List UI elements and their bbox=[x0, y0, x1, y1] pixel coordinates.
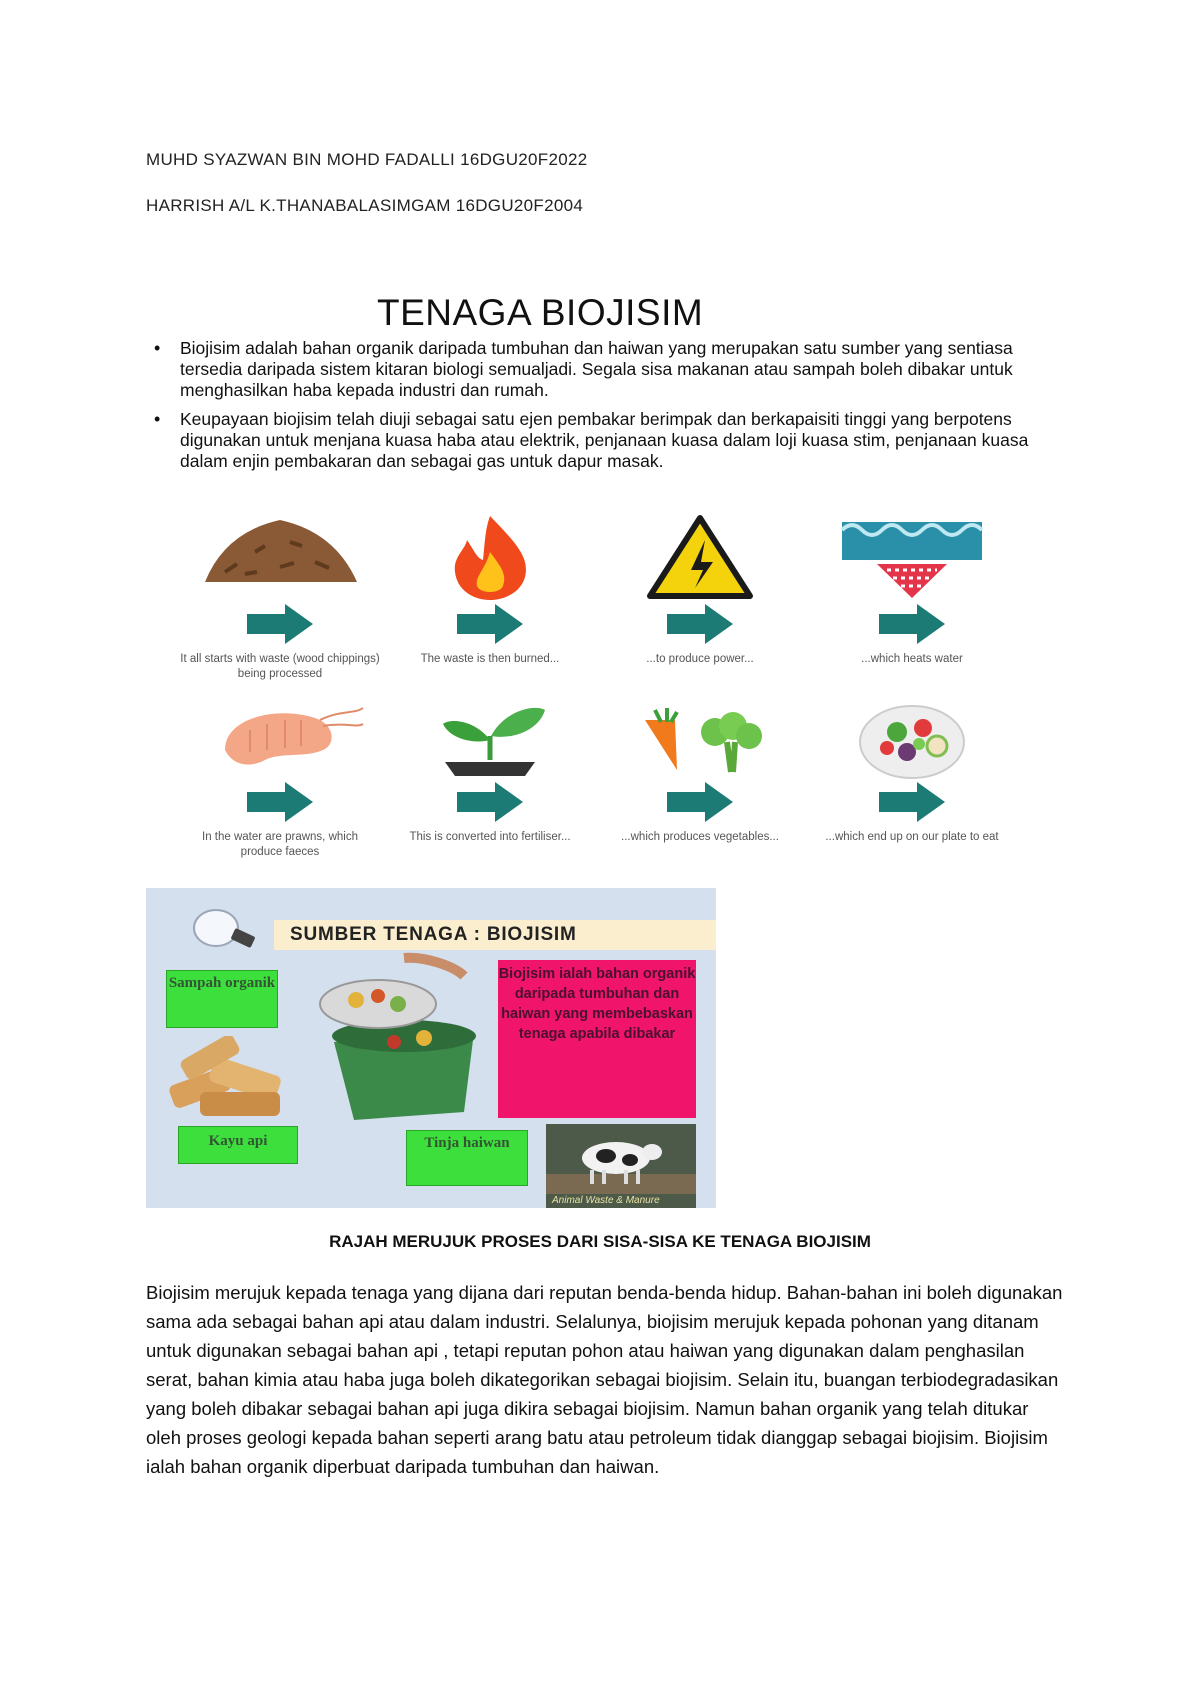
slide-bullet-2: • Keupayaan biojisim telah diuji sebagai satu ejen pembakar berimpak dan berkapaisiti tinggi yang berpotens digunakan untuk menjana kuasa haba atau elektrik, penjanaan kuasa dalam loji kuasa stim, penjanaan kuasa dalam enjin pembakaran dan sebagai gas untuk dapur masak. bbox=[150, 409, 1050, 472]
salad-plate-icon bbox=[827, 700, 997, 780]
tag-tinja-haiwan: Tinja haiwan bbox=[406, 1130, 528, 1186]
poster-title: SUMBER TENAGA : BIOJISIM bbox=[274, 920, 716, 950]
slide-bullet-list bbox=[150, 338, 1050, 480]
process-step-vegetables bbox=[600, 700, 800, 845]
cow-icon bbox=[546, 1124, 696, 1194]
fire-icon bbox=[405, 512, 575, 602]
tag-kayu-api: Kayu api bbox=[178, 1126, 298, 1164]
sprout-icon bbox=[405, 700, 575, 780]
process-caption: It all starts with waste (wood chippings) being processed bbox=[180, 653, 380, 680]
process-step-plate bbox=[812, 700, 1012, 845]
process-caption: ...to produce power... bbox=[646, 653, 754, 665]
definition-box: Biojisim ialah bahan organik daripada tumbuhan dan haiwan yang membebaskan tenaga apabila dibakar bbox=[498, 960, 696, 1118]
arrow-right-icon bbox=[455, 602, 525, 646]
process-step-wood bbox=[180, 512, 380, 682]
arrow-right-icon bbox=[455, 780, 525, 824]
process-step-burn bbox=[390, 512, 590, 667]
light-bulb-icon bbox=[186, 902, 266, 962]
process-step-water bbox=[812, 512, 1012, 667]
photo-caption: Animal Waste & Manure bbox=[552, 1195, 660, 1206]
high-voltage-icon bbox=[615, 512, 785, 602]
firewood-icon bbox=[160, 1036, 310, 1126]
tag-sampah-organik: Sampah organik bbox=[166, 970, 278, 1028]
arrow-right-icon bbox=[665, 780, 735, 824]
process-caption: The waste is then burned... bbox=[420, 653, 560, 665]
author-line-1: MUHD SYAZWAN BIN MOHD FADALLI 16DGU20F2022 bbox=[146, 150, 588, 169]
prawn-icon bbox=[195, 700, 365, 780]
vegetables-icon bbox=[615, 700, 785, 780]
process-caption: ...which heats water bbox=[861, 653, 963, 665]
process-caption: ...which end up on our plate to eat bbox=[825, 831, 999, 843]
author-line-2: HARRISH A/L K.THANABALASIMGAM 16DGU20F2004 bbox=[146, 196, 584, 215]
arrow-right-icon bbox=[877, 780, 947, 824]
heated-water-icon bbox=[827, 512, 997, 602]
process-caption: In the water are prawns, which produce faeces bbox=[202, 831, 358, 858]
arrow-right-icon bbox=[245, 602, 315, 646]
body-paragraph: Biojisim merujuk kepada tenaga yang dijana dari reputan benda-benda hidup. Bahan-bahan ini boleh digunakan sama ada sebagai bahan api atau dalam industri. Selalunya, biojisim merujuk kepada pohonan yang ditanam untuk digunakan sebagai bahan api , tetapi reputan pohon atau haiwan yang digunakan dalam penghasilan serat, bahan kimia atau haba juga boleh dikategorikan sebagai biojisim. Selain itu, buangan terbiodegradasikan yang boleh dibakar sebagai bahan api juga dikira sebagai biojisim. Namun bahan organik yang telah ditukar oleh proses geologi kepada bahan seperti arang batu atau petroleum tidak dianggap sebagai biojisim. Biojisim ialah bahan organik diperbuat daripada tumbuhan dan haiwan. bbox=[146, 1282, 1063, 1477]
arrow-right-icon bbox=[245, 780, 315, 824]
process-caption: ...which produces vegetables... bbox=[621, 831, 779, 843]
process-step-power bbox=[600, 512, 800, 667]
cow-photo bbox=[546, 1124, 696, 1208]
wood-chips-icon bbox=[195, 512, 365, 602]
slide-title: TENAGA BIOJISIM bbox=[377, 292, 704, 333]
slide-bullet-1: • Biojisim adalah bahan organik daripada tumbuhan dan haiwan yang merupakan satu sumber yang sentiasa tersedia daripada sistem kitaran biologi semualjadi. Segala sisa makanan atau sampah boleh dibakar untuk menghasilkan haba kepada industri dan rumah. bbox=[150, 338, 1050, 401]
biojisim-poster bbox=[146, 888, 716, 1208]
process-step-fertiliser bbox=[390, 700, 590, 845]
process-step-prawns bbox=[180, 700, 380, 860]
arrow-right-icon bbox=[877, 602, 947, 646]
compost-bin-icon bbox=[304, 952, 494, 1122]
figure-caption: RAJAH MERUJUK PROSES DARI SISA-SISA KE TENAGA BIOJISIM bbox=[329, 1232, 871, 1251]
process-caption: This is converted into fertiliser... bbox=[409, 831, 571, 843]
arrow-right-icon bbox=[665, 602, 735, 646]
